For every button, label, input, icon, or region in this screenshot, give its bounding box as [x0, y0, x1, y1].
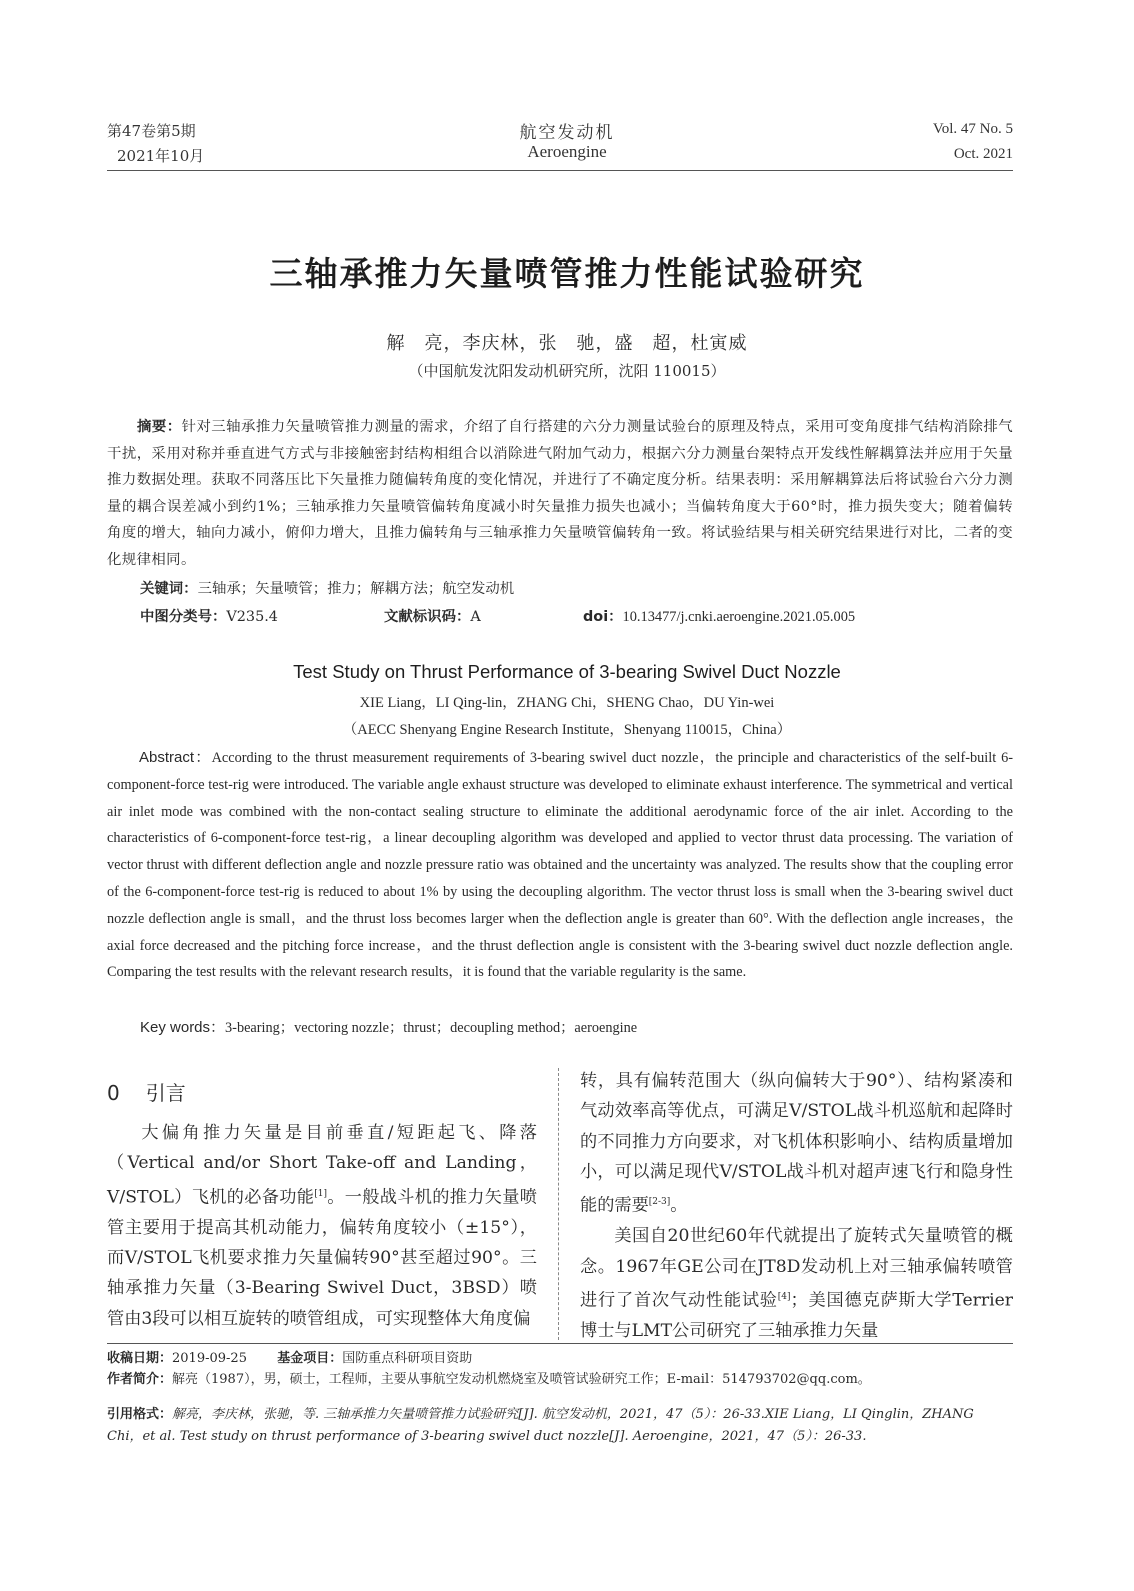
keywords-en-label: Key words：	[140, 1019, 226, 1036]
doi-value[interactable]: 10.13477/j.cnki.aeroengine.2021.05.005	[622, 609, 856, 625]
received-label: 收稿日期：	[107, 1351, 173, 1366]
section-number: 0	[107, 1081, 120, 1105]
journal-name-en: Aeroengine	[527, 142, 607, 161]
paragraph: 转，具有偏转范围大（纵向偏转大于90°）、结构紧凑和气动效率高等优点，可满足V/STOL战斗机巡航和起降时的不同推力方向要求，对飞机体积影响小、结构质量增加小，可以满足现代V/STOL战斗机对超声速飞行和隐身性能的需要[2-3]。	[580, 1071, 1013, 1216]
english-title: Test Study on Thrust Performance of 3-bearing Swivel Duct Nozzle	[293, 661, 841, 682]
doi-label: doi：	[583, 609, 623, 625]
reference-marker[interactable]: [4]	[777, 1291, 791, 1302]
citation-text: 解亮，李庆林，张驰，等. 三轴承推力矢量喷管推力试验研究[J]. 航空发动机，2021，47（5）：26-33.XIE Liang，LI Qinglin，ZHANG Chi，et al. Test study on thrust performance of 3-bearing swivel duct nozzle[J]. Aeroengine，2021，47（5）：26-33.	[107, 1407, 974, 1444]
keywords-en-text: 3-bearing；vectoring nozzle；thrust；decoupling method；aeroengine	[225, 1020, 638, 1036]
abstract-en-text: According to the thrust measurement requirements of 3-bearing swivel duct nozzle，the principle and characteristics of the self-built 6-component-force test-rig were introduced. The variable angle exhaust structure was developed to eliminate exhaust interference. The symmetrical and vertical air inlet mode was combined with the non-contact sealing structure to eliminate the additional aerodynamic force of the air inlet. According to the characteristics of 6-component-force test-rig，a linear decoupling algorithm was developed and applied to vector thrust data processing. The variation of vector thrust with different deflection angle and nozzle pressure ratio was obtained and the uncertainty was analyzed. The results show that the coupling error of the 6-component-force test-rig is reduced to about 1% by using the decoupling algorithm. The vector thrust loss is small when the 3-bearing swivel duct nozzle deflection angle is small，and the thrust loss becomes larger when the deflection angle is greater than 60°. With the deflection angle increases，the axial force decreased and the pitching force increase，and the thrust deflection angle is consistent with the 3-bearing swivel duct nozzle deflection angle. Comparing the test results with the relevant research results，it is found that the variable regularity is the same.	[107, 750, 1013, 981]
header-rule	[107, 170, 1013, 171]
citation	[107, 1404, 1013, 1448]
keywords-cn-label: 关键词：	[140, 581, 198, 597]
body-column-left	[107, 1118, 537, 1334]
journal-date: 2021年10月	[117, 147, 205, 165]
clc-value: V235.4	[226, 609, 278, 625]
abstract-cn-text: 针对三轴承推力矢量喷管推力测量的需求，介绍了自行搭建的六分力测量试验台的原理及特点，采用可变角度排气结构消除排气干扰，采用对称并垂直进气方式与非接触密封结构相组合以消除进气附加气动力，根据六分力测量台架特点开发线性解耦算法并应用于矢量推力数据处理。获取不同落压比下矢量推力随偏转角度的变化情况，并进行了不确定度分析。结果表明：采用解耦算法后将试验台六分力测量的耦合误差减小到约1%；三轴承推力矢量喷管偏转角度减小时矢量推力损失也减小；当偏转角度大于60°时，推力损失变大；随着偏转角度的增大，轴向力减小，俯仰力增大，且推力偏转角与三轴承推力矢量喷管偏转角一致。将试验结果与相关研究结果进行对比，二者的变化规律相同。	[107, 419, 1014, 568]
keywords-cn-text: 三轴承；矢量喷管；推力；解耦方法；航空发动机	[197, 581, 515, 597]
bio-value: 解亮（1987），男，硕士，工程师，主要从事航空发动机燃烧室及喷管试验研究工作；E-mail：514793702@qq.com。	[172, 1372, 871, 1387]
abstract-cn-label: 摘要：	[137, 419, 182, 435]
bio-label: 作者简介：	[107, 1372, 173, 1387]
english-authors: XIE Liang，LI Qing-lin，ZHANG Chi，SHENG Chao，DU Yin-wei	[359, 695, 775, 711]
abstract-en	[107, 745, 1013, 986]
footnote-rule	[107, 1343, 1013, 1344]
paper-title: 三轴承推力矢量喷管推力性能试验研究	[269, 254, 865, 293]
reference-marker[interactable]: [1]	[314, 1188, 327, 1199]
journal-date-en: Oct. 2021	[953, 146, 1013, 162]
english-affiliation: （AECC Shenyang Engine Research Institute，Shenyang 110015，China）	[342, 722, 792, 738]
column-divider	[558, 1068, 559, 1340]
doi	[583, 605, 855, 626]
author-bio	[107, 1368, 871, 1387]
journal-volume: 第47卷第5期	[107, 122, 196, 140]
keywords-en	[140, 1016, 637, 1037]
received-date	[107, 1347, 472, 1366]
citation-label: 引用格式：	[107, 1407, 173, 1422]
abstract-en-label: Abstract：	[139, 749, 212, 766]
journal-volume-en: Vol. 47 No. 5	[932, 121, 1013, 137]
fund-label: 基金项目：	[277, 1351, 343, 1366]
section-title: 引言	[145, 1081, 186, 1105]
paragraph: 美国自20世纪60年代就提出了旋转式矢量喷管的概念。1967年GE公司在JT8D发动机上对三轴承偏转喷管进行了首次气动性能试验[4]；美国德克萨斯大学Terrier博士与LMT公司研究了三轴承推力矢量	[580, 1226, 1013, 1341]
doc-code-label: 文献标识码：	[384, 609, 471, 625]
doc-code-value: A	[470, 609, 481, 625]
reference-marker[interactable]: [2-3]	[648, 1197, 671, 1208]
clc-label: 中图分类号：	[140, 609, 227, 625]
clc-number	[140, 605, 278, 626]
paragraph: 大偏角推力矢量是目前垂直/短距起飞、降落（Vertical and/or Short Take-off and Landing，V/STOL）飞机的必备功能[1]。一般战斗机的推力矢量喷管主要用于提高其机动能力，偏转角度较小（±15°），而V/STOL飞机要求推力矢量偏转90°甚至超过90°。三轴承推力矢量（3-Bearing Swivel Duct，3BSD）喷管由3段可以相互旋转的喷管组成，可实现整体大角度偏	[107, 1123, 537, 1329]
affiliation: （中国航发沈阳发动机研究所，沈阳 110015）	[408, 362, 726, 380]
document-code	[384, 605, 481, 626]
authors: 解 亮，李庆林，张 驰，盛 超，杜寅威	[386, 333, 748, 354]
keywords-cn	[140, 577, 514, 598]
section-heading	[107, 1077, 186, 1106]
abstract-cn	[107, 414, 1013, 573]
journal-name-cn: 航空发动机	[519, 123, 615, 143]
fund-value: 国防重点科研项目资助	[342, 1351, 473, 1366]
received-value: 2019-09-25	[172, 1351, 247, 1366]
body-column-right	[580, 1066, 1013, 1346]
